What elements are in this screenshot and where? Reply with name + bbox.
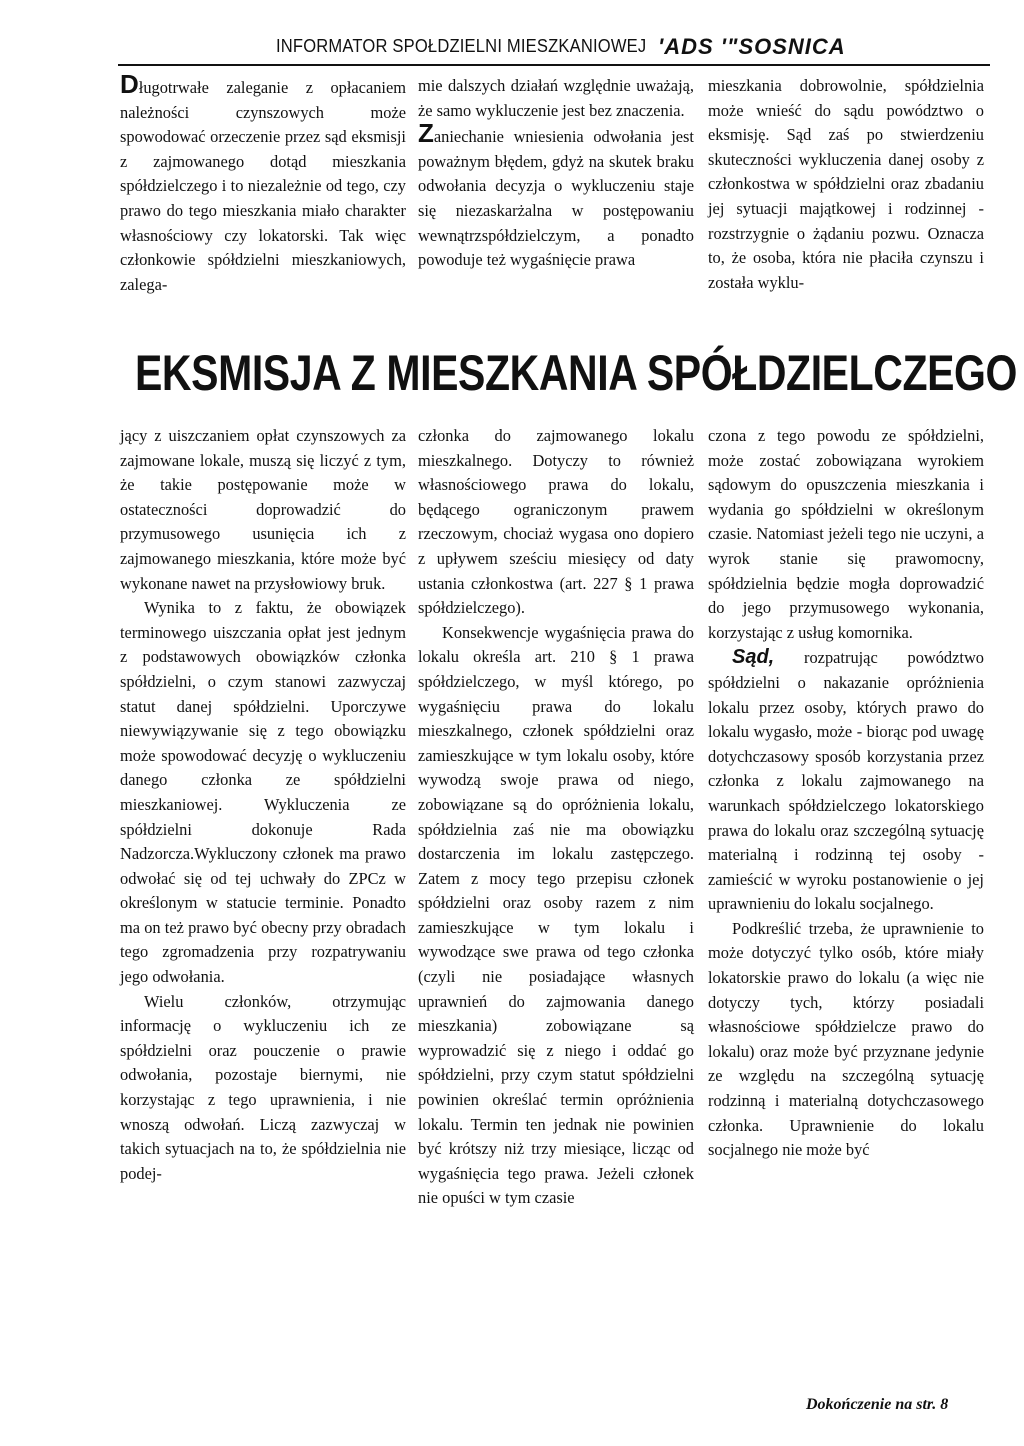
body-column-3 <box>708 424 984 1163</box>
header-rule <box>118 64 990 66</box>
intro-text-1: ługotrwałe zaleganie z opłacaniem należności czynszowych może spowodować orzeczenie przez sąd eksmisji z zajmowanego dotąd mieszkania spółdzielczego i to niezależnie od tego, czy prawo do tego mieszkania miało charakter własnościowy czy lokatorski. Tak więc członkowie spółdzielni mieszkaniowych, zalega- <box>120 78 406 294</box>
body-paragraph: jący z uiszczaniem opłat czynszowych za zajmowane lokale, muszą się liczyć z tym, że takie postępowanie może w ostateczności doprowadzić do przymusowego usunięcia ich z zajmowanego mieszkania, które może być wykonane nawet na przysłowiowy bruk. <box>120 426 406 593</box>
body-column-1 <box>120 424 406 1186</box>
masthead-logo: 'ADS '"SOSNICA <box>658 34 846 59</box>
body-paragraph: rozpatrując powództwo spółdzielni o nakazanie opróżnienia lokalu przez osoby, których prawo do lokalu wygasło, może - biorąc pod uwagę dotychczasowy sposób korzystania przez członka z lokalu zajmowanego na warunkach spółdzielczego lokatorskiego prawa do lokalu oraz szczególną sytuację materialną i rodzinną tej osoby - zamieścić w wyroku postanowienie o jej uprawnieniu do lokalu socjalnego. <box>708 648 984 914</box>
continued-note: Dokończenie na str. 8 <box>806 1396 949 1413</box>
intro-text-3: mieszkania dobrowolnie, spółdzielnia może wnieść do sądu powództwo o eksmisję. Sąd zaś po stwierdzeniu skuteczności wykluczenia danej osoby z członkostwa w spółdzielni oraz zbadaniu jej sytuacji majątkowej i rodzinnej - rozstrzygnie o żądaniu pozwu. Oznacza to, że osoba, która nie płaciła czynszu i została wyklu- <box>708 76 984 292</box>
intro-column-2 <box>418 74 694 273</box>
page-header <box>118 34 990 64</box>
body-paragraph: Konsekwencje wygaśnięcia prawa do lokalu określa art. 210 § 1 prawa spółdzielczego, w myśl którego, po wygaśnięciu prawa do lokalu mieszkalnego, członek spółdzielni oraz zamieszkujące w tym lokalu osoby, które wywodzą swoje prawa od niego, zobowiązane są do opróżnienia lokalu, spółdzielnia zaś nie ma obowiązku dostarczenia im lokalu zastępczego. Zatem z mocy tego przepisu członek spółdzielni oraz osoby razem z nim zamieszkujące w tym lokalu i wywodzące swe prawa od tego członka (czyli nie posiadające własnych uprawnień do zajmowania danego mieszkania) zobowiązane są wyprowadzić się z niego i oddać go spółdzielni, przy czym statut spółdzielni powinien określać termin opróżnienia lokalu. Termin ten jednak nie powinien być krótszy niż trzy miesiące, licząc od wygaśnięcia tego prawa. Jeżeli członek nie opuści w tym czasie <box>418 622 694 1208</box>
body-paragraph: Wielu członków, otrzymując informację o wykluczeniu ich ze spółdzielni oraz pouczenie o prawie odwołania, pozostaje biernymi, nie korzystając z tego uprawnienia, i nie wnoszą odwołań. Liczą zazwyczaj w takich sytuacjach na to, że spółdzielnia nie podej- <box>120 991 406 1183</box>
paragraph-lead: Sąd, <box>732 646 775 669</box>
publication-title: INFORMATOR SPOŁDZIELNI MIESZKANIOWEJ <box>276 36 647 56</box>
drop-cap: Z <box>418 118 434 149</box>
body-paragraph: Wynika to z faktu, że obowiązek terminowego uiszczania opłat jest jednym z podstawowych obowiązków członka spółdzielni, o czym stanowi zazwyczaj statut danej spółdzielni. Uporczywe niewywiązywanie się z tego obowiązku może spowodować decyzję o wykluczeniu danego członka ze spółdzielni mieszkaniowej. Wykluczenia ze spółdzielni dokonuje Rada Nadzorcza.Wykluczony członek ma prawo odwołać się od tej uchwały do ZPCz w określonym w statucie terminie. Ponadto ma on też prawo być obecny przy obradach tego zgromadzenia przy rozpatrywaniu jego odwołania. <box>120 598 406 987</box>
intro-column-3 <box>708 74 984 295</box>
body-paragraph: czona z tego powodu ze spółdzielni, może zostać zobowiązana wyrokiem sądowym do opuszczenia mieszkania i wydania go spółdzielni w określonym czasie. Natomiast jeżeli tego nie uczyni, a wyrok stanie się prawomocny, spółdzielnia będzie mogła doprowadzić do jego przymusowego wykonania, korzystając z usług komornika. <box>708 426 984 642</box>
body-paragraph: Podkreślić trzeba, że uprawnienie to może dotyczyć tylko osób, które miały lokatorskie prawo do lokalu (a więc nie dotyczy tych, którzy posiadali własnościowe spółdzielcze prawo do lokalu) oraz może być przyznane jedynie ze względu na szczególną sytuację rodzinną i materialną dotychczasowego członka. Uprawnienie do lokalu socjalnego nie może być <box>708 918 984 1160</box>
body-paragraph: członka do zajmowanego lokalu mieszkalnego. Dotyczy to również własnościowego prawa do lokalu, będącego ograniczonym prawem rzeczowym, chociaż wygasa ono dopiero z upływem sześciu miesięcy od daty ustania członkostwa (art. 227 § 1 prawa spółdzielczego). <box>418 426 694 618</box>
intro-column-1 <box>120 69 406 297</box>
intro-text-2b: aniechanie wniesienia odwołania jest poważnym błędem, gdyż na skutek braku odwołania decyzja o wykluczeniu staje się niezaskarżalna w postępowaniu wewnątrzspółdzielczym, a ponadto powoduje też wygaśnięcie prawa <box>418 127 694 270</box>
article-headline: EKSMISJA Z MIESZKANIA SPÓŁDZIELCZEGO <box>135 345 1017 401</box>
intro-text-2a: mie dalszych działań względnie uważają, że samo wykluczenie jest bez znaczenia. <box>418 76 694 120</box>
drop-cap: D <box>120 69 139 99</box>
body-column-2 <box>418 424 694 1211</box>
